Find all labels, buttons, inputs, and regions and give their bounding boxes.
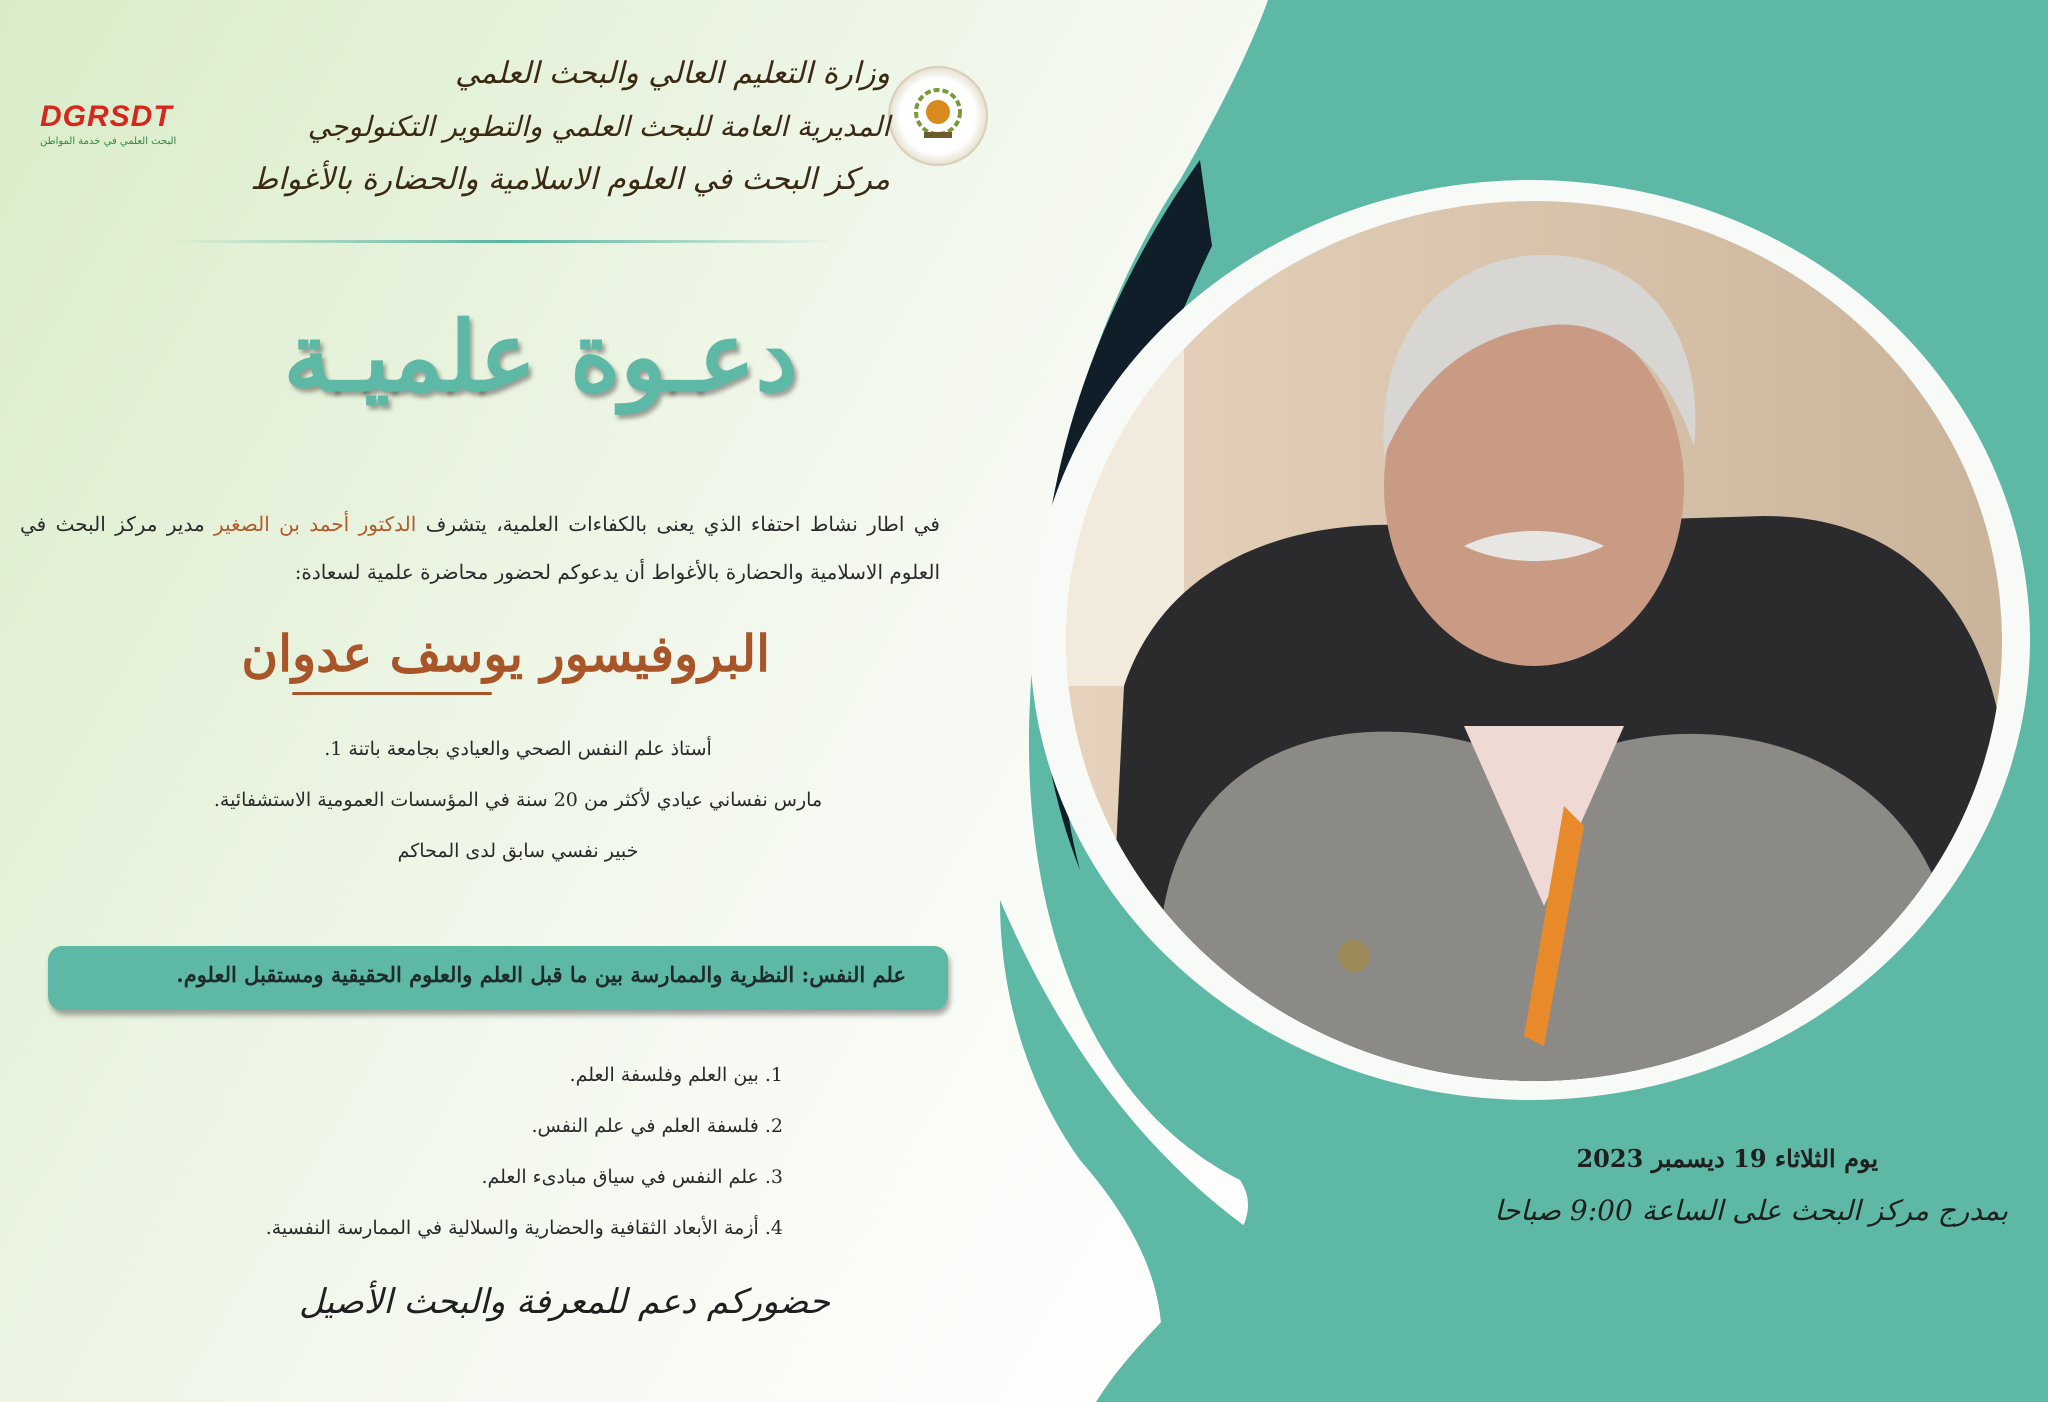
center-name: مركز البحث في العلوم الاسلامية والحضارة بالأغواط (250, 162, 890, 197)
point-item: 1. بين العلم وفلسفة العلم. (569, 1064, 783, 1086)
intro-paragraph (20, 500, 940, 596)
event-date: يوم الثلاثاء 19 ديسمبر 2023 (1576, 1144, 1878, 1173)
credential-item: مارس نفساني عيادي لأكثر من 20 سنة في المؤسسات العمومية الاستشفائية. (213, 789, 823, 811)
host-name: الدكتور أحمد بن الصغير (214, 512, 417, 536)
rsdt-logo-tagline: البحث العلمي في خدمة المواطن (40, 136, 177, 147)
lecture-points (266, 1050, 783, 1254)
header-divider (170, 240, 840, 243)
speaker-portrait (1044, 186, 2024, 1096)
rsdt-logo-text: DGRSDT (40, 100, 173, 133)
credential-item: أستاذ علم النفس الصحي والعيادي بجامعة باتنة 1. (324, 738, 712, 760)
intro-part1: في اطار نشاط احتفاء الذي يعنى بالكفاءات العلمية، يتشرف (416, 512, 940, 536)
point-item: 3. علم النفس في سياق مبادىء العلم. (481, 1166, 783, 1188)
credential-item: خبير نفسي سابق لدى المحاكم (397, 840, 639, 862)
rsdt-logo (40, 100, 190, 150)
lecture-topic: علم النفس: النظرية والممارسة بين ما قبل العلم والعلوم الحقيقية ومستقبل العلوم. (176, 962, 906, 987)
wreath-icon (890, 68, 986, 164)
invitation-title: دعـوة علميـة (283, 300, 798, 413)
speaker-name: البروفيسور يوسف عدوان (241, 624, 770, 683)
point-item: 4. أزمة الأبعاد الثقافية والحضارية والسلالية في الممارسة النفسية. (265, 1217, 783, 1239)
intro-part2: مدير مركز البحث في العلوم الاسلامية والحضارة بالأغواط أن يدعوكم لحضور محاضرة علمية لسعادة: (20, 512, 940, 584)
footer-slogan: حضوركم دعم للمعرفة والبحث الأصيل (298, 1282, 830, 1322)
speaker-underline (292, 692, 492, 695)
directorate-name: المديرية العامة للبحث العلمي والتطوير التكنولوجي (307, 110, 890, 143)
event-place: بمدرج مركز البحث على الساعة 9:00 صباحا (1494, 1194, 2008, 1227)
research-center-emblem (888, 66, 988, 166)
ministry-name: وزارة التعليم العالي والبحث العلمي (455, 56, 890, 91)
point-item: 2. فلسفة العلم في علم النفس. (531, 1115, 783, 1137)
speaker-credentials (208, 724, 828, 877)
